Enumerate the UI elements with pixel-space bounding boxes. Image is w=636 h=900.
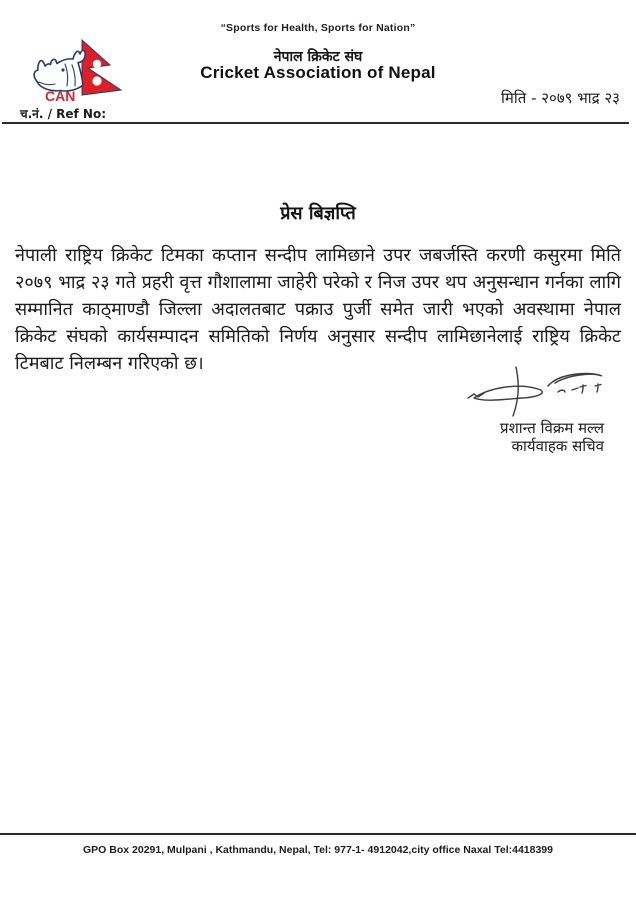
header-divider: [2, 122, 629, 124]
signature-scribble: [460, 364, 610, 418]
header-tagline: “Sports for Health, Sports for Nation”: [220, 22, 416, 34]
press-release-title: प्रेस बिज्ञप्ति: [280, 203, 356, 224]
ref-no-label: च.नं. / Ref No:: [20, 107, 106, 121]
org-name-nepali: नेपाल क्रिकेट संघ: [273, 49, 363, 65]
signer-name: प्रशान्त विक्रम मल्ल: [500, 419, 604, 437]
signature-block: [500, 419, 604, 455]
date-line: मिति - २०७९ भाद्र २३: [501, 89, 620, 107]
press-release-body: नेपाली राष्ट्रिय क्रिकेट टिमका कप्तान सन्दीप लामिछाने उपर जबर्जस्ति करणी कसुरमा मिति २०७९ भाद्र २३ गते प्रहरी वृत्त गौशालामा जाहेरी परेको र निज उपर थप अनुसन्धान गर्नका लागि सम्मानित काठ्माण्डौ जिल्ला अदालतबाट पक्राउ पुर्जी समेत जारी भएको अवस्थामा नेपाल क्रिकेट संघको कार्यसम्पादन समितिको निर्णय अनुसार सन्दीप लामिछानेलाई राष्ट्रिय क्रिकेट टिमबाट निलम्बन गरिएको छ।: [15, 245, 621, 374]
footer-address: GPO Box 20291, Mulpani , Kathmandu, Nepal, Tel: 977-1- 4912042,city office Naxal Tel:4418399: [83, 844, 553, 856]
footer-divider: [0, 833, 636, 835]
signer-title: कार्यवाहक सचिव: [511, 437, 604, 455]
org-name-english: Cricket Association of Nepal: [200, 63, 436, 82]
can-acronym: CAN: [45, 88, 76, 104]
